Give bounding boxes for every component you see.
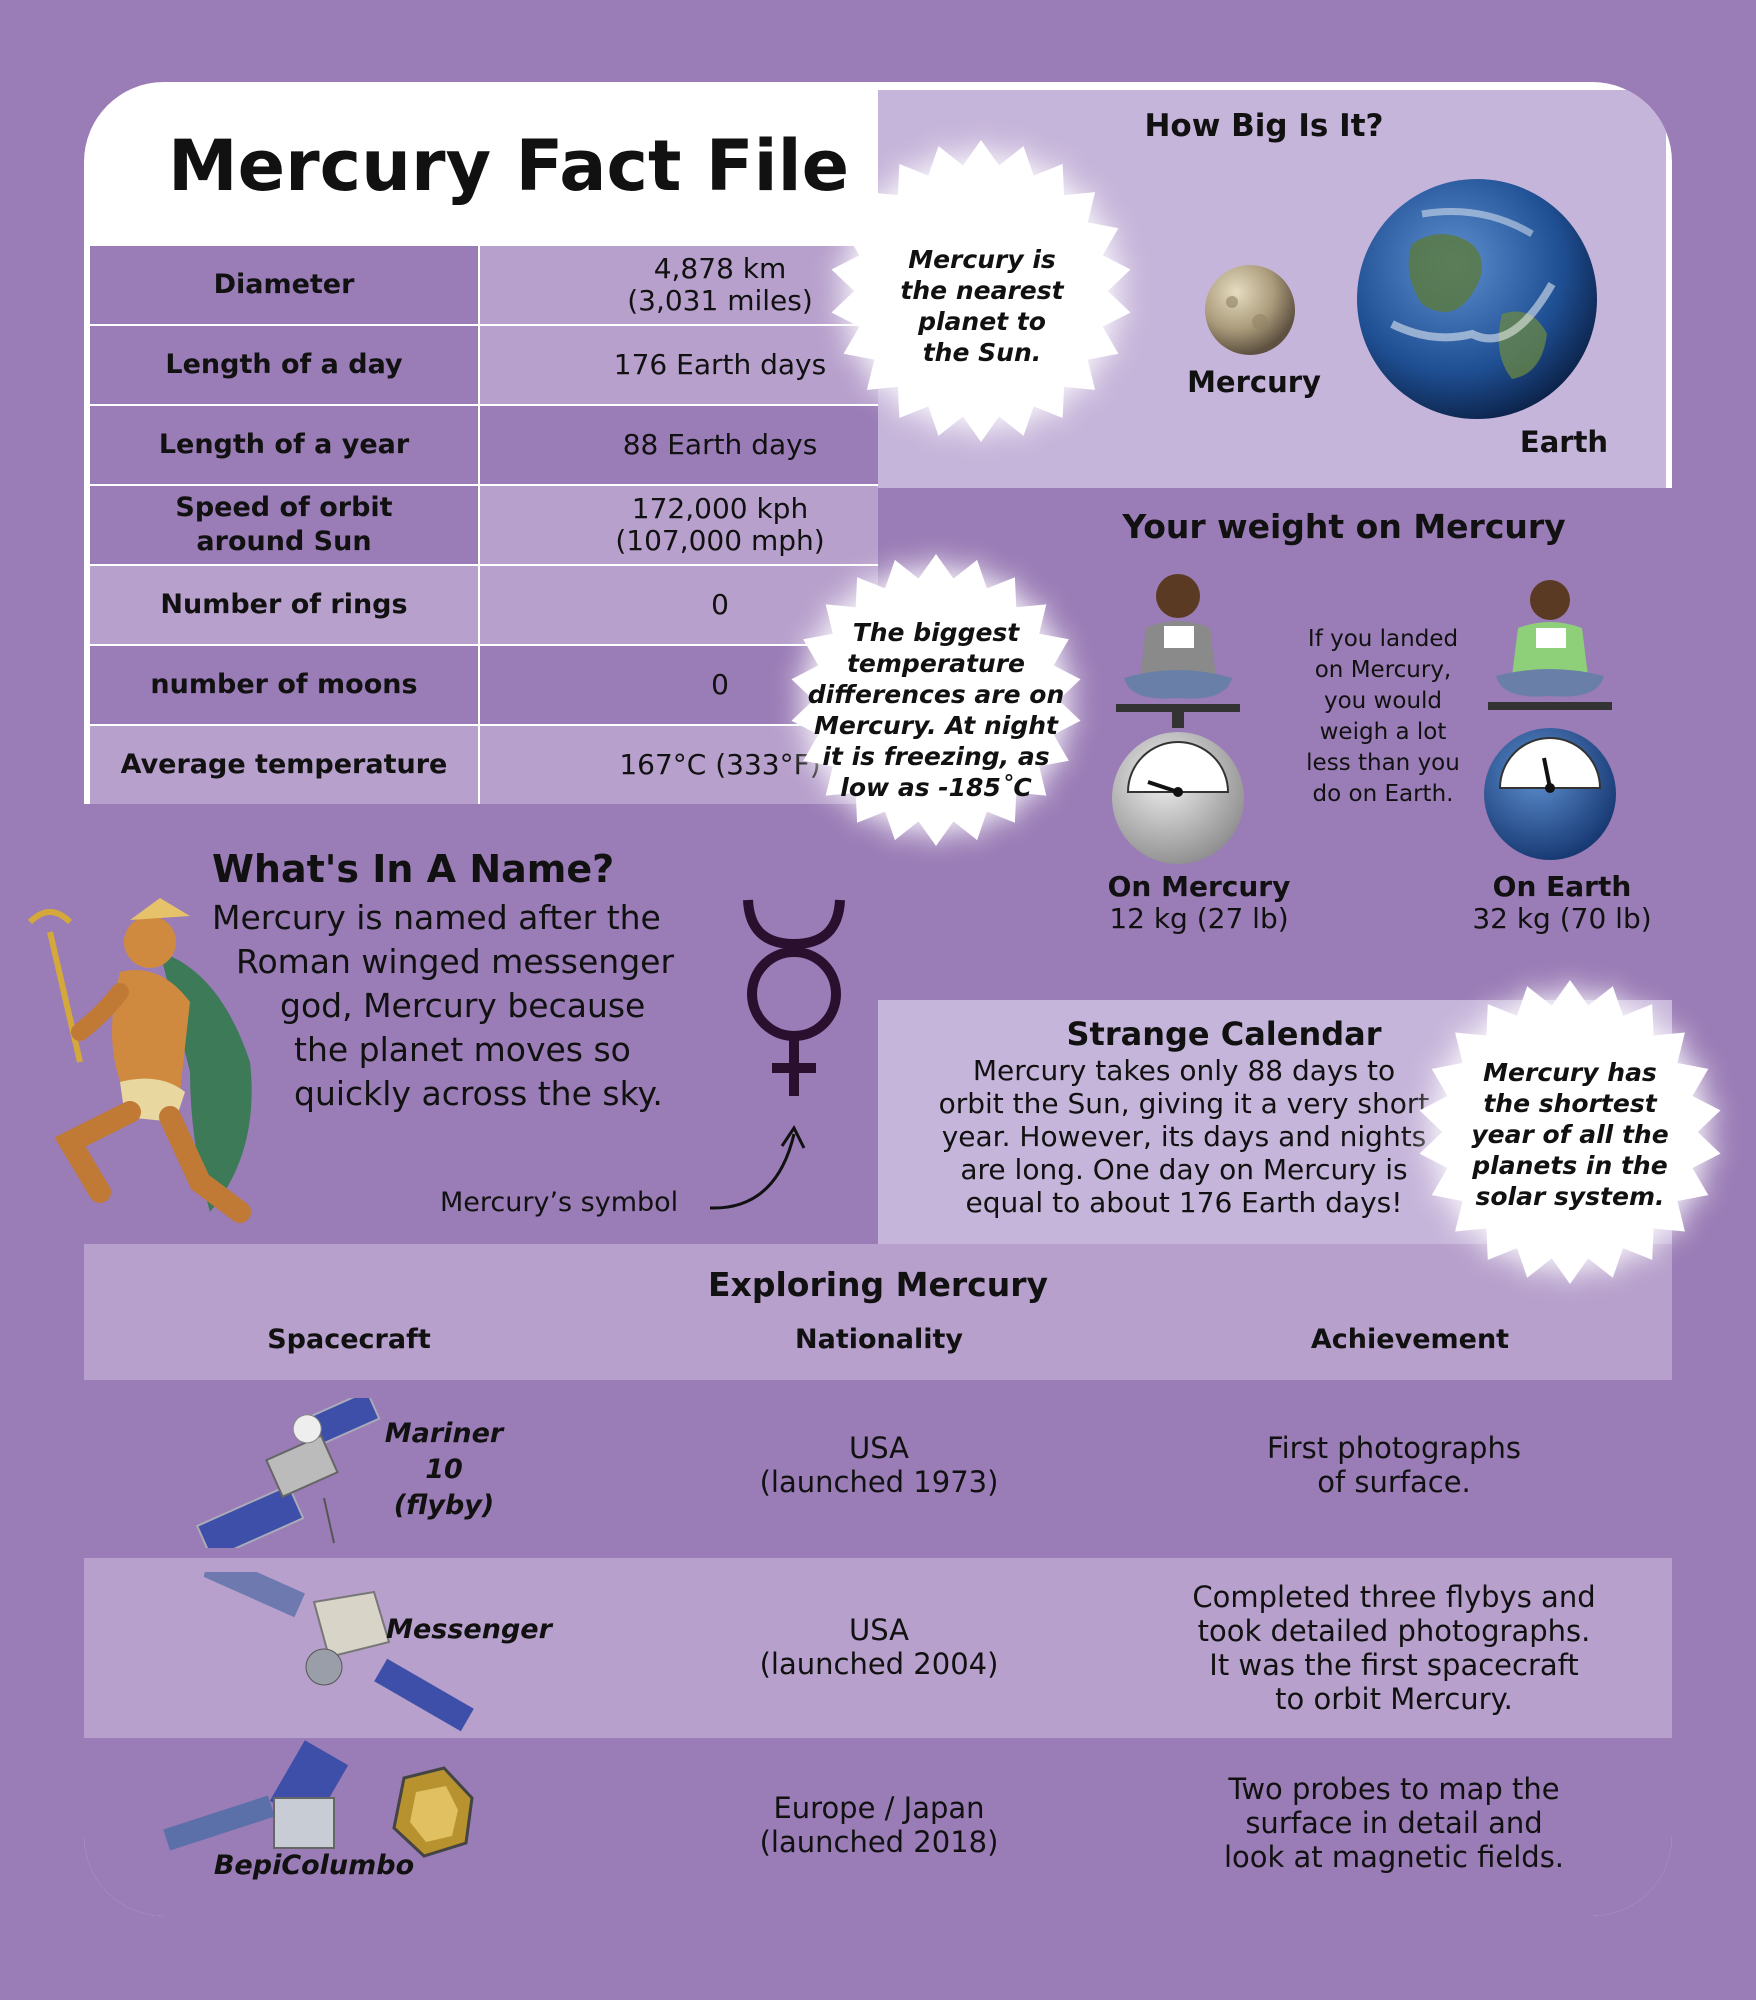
calendar-line: year. However, its days and nights (941, 1120, 1427, 1153)
name-line: Roman winged messenger (236, 942, 675, 981)
weight-mercury-value: 12 kg (27 lb) (1109, 902, 1289, 935)
nationality-cell: USA (launched 1973) (759, 1431, 999, 1499)
calendar-line: orbit the Sun, giving it a very short (938, 1087, 1430, 1120)
achievement-cell: Completed three flybys and took detailed photographs. It was the first spacecraft to orbit Mercury. (1192, 1580, 1596, 1716)
nationality-cell: USA (launched 2004) (759, 1613, 999, 1681)
fact-value: 172,000 kph (107,000 mph) (480, 486, 960, 564)
earth-planet-icon (1352, 174, 1602, 424)
fact-label: Number of rings (90, 566, 478, 644)
fact-label: Length of a year (90, 406, 478, 484)
name-line: the planet moves so (294, 1030, 631, 1069)
fact-label: Length of a day (90, 326, 478, 404)
calendar-text (874, 1054, 1494, 1219)
table-row (84, 1380, 1672, 1558)
nearest-planet-callout: Mercury is the nearest planet to the Sun. (900, 245, 1064, 367)
achievement-cell: First photographs of surface. (1267, 1431, 1521, 1499)
column-header-spacecraft: Spacecraft (267, 1324, 431, 1355)
mercury-size-label: Mercury (1187, 365, 1321, 399)
weight-description: If you landed on Mercury, you would weigh a lot less than you do on Earth. (1306, 626, 1460, 807)
shortest-year-callout: Mercury has the shortest year of all the planets in the solar system. (1471, 1057, 1669, 1211)
spacecraft-name: Messenger (386, 1614, 552, 1645)
symbol-caption: Mercury’s symbol (440, 1187, 679, 1218)
name-text (208, 896, 728, 1116)
page-title: Mercury Fact File (168, 125, 850, 207)
fact-label: Average temperature (90, 726, 478, 804)
caption-arrow-icon (706, 1120, 816, 1220)
achievement-cell: Two probes to map the surface in detail and look at magnetic fields. (1223, 1772, 1565, 1874)
name-heading: What's In A Name? (212, 847, 615, 891)
fact-value: 0 (480, 566, 960, 644)
fact-label: Diameter (90, 246, 478, 324)
weight-heading: Your weight on Mercury (1122, 507, 1566, 546)
table-row (84, 1738, 1672, 1916)
name-line: Mercury is named after the (212, 898, 661, 937)
fact-value: 88 Earth days (480, 406, 960, 484)
fact-label: Speed of orbit around Sun (90, 486, 478, 564)
calendar-line: equal to about 176 Earth days! (965, 1186, 1403, 1219)
fact-value: 176 Earth days (480, 326, 960, 404)
fact-label: number of moons (90, 646, 478, 724)
mercury-planet-icon (1202, 262, 1298, 358)
boy-on-mercury-scale-icon (1106, 566, 1250, 866)
exploring-heading: Exploring Mercury (708, 1265, 1048, 1304)
name-line: god, Mercury because (280, 986, 646, 1025)
calendar-heading: Strange Calendar (1066, 1015, 1382, 1053)
calendar-line: are long. One day on Mercury is (960, 1153, 1408, 1186)
calendar-line: Mercury takes only 88 days to (972, 1054, 1396, 1087)
nationality-cell: Europe / Japan (launched 2018) (759, 1791, 999, 1859)
table-row (84, 1558, 1672, 1738)
fact-value: 167°C (333°F) (480, 726, 960, 804)
mercury-god-illustration-icon (10, 892, 270, 1232)
spacecraft-name: Mariner 10 (flyby) (384, 1418, 504, 1521)
weight-earth-label: On Earth (1492, 870, 1632, 903)
weight-mercury-label: On Mercury (1107, 870, 1291, 903)
column-header-achievement: Achievement (1310, 1324, 1510, 1355)
temperature-callout: The biggest temperature differences are on Mercury. At night it is freezing, as low as -185˚C (807, 618, 1065, 802)
earth-size-label: Earth (1519, 425, 1609, 459)
messenger-spacecraft-icon (204, 1572, 474, 1732)
weight-earth-value: 32 kg (70 lb) (1472, 902, 1652, 935)
boy-on-earth-scale-icon (1478, 576, 1622, 866)
column-header-nationality: Nationality (795, 1324, 963, 1355)
name-line: quickly across the sky. (294, 1074, 663, 1113)
how-big-heading: How Big Is It? (1144, 108, 1384, 144)
mercury-symbol-icon (736, 896, 852, 1100)
fact-value: 4,878 km (3,031 miles) (480, 246, 960, 324)
spacecraft-name: BepiColumbo (213, 1850, 415, 1881)
fact-value: 0 (480, 646, 960, 724)
